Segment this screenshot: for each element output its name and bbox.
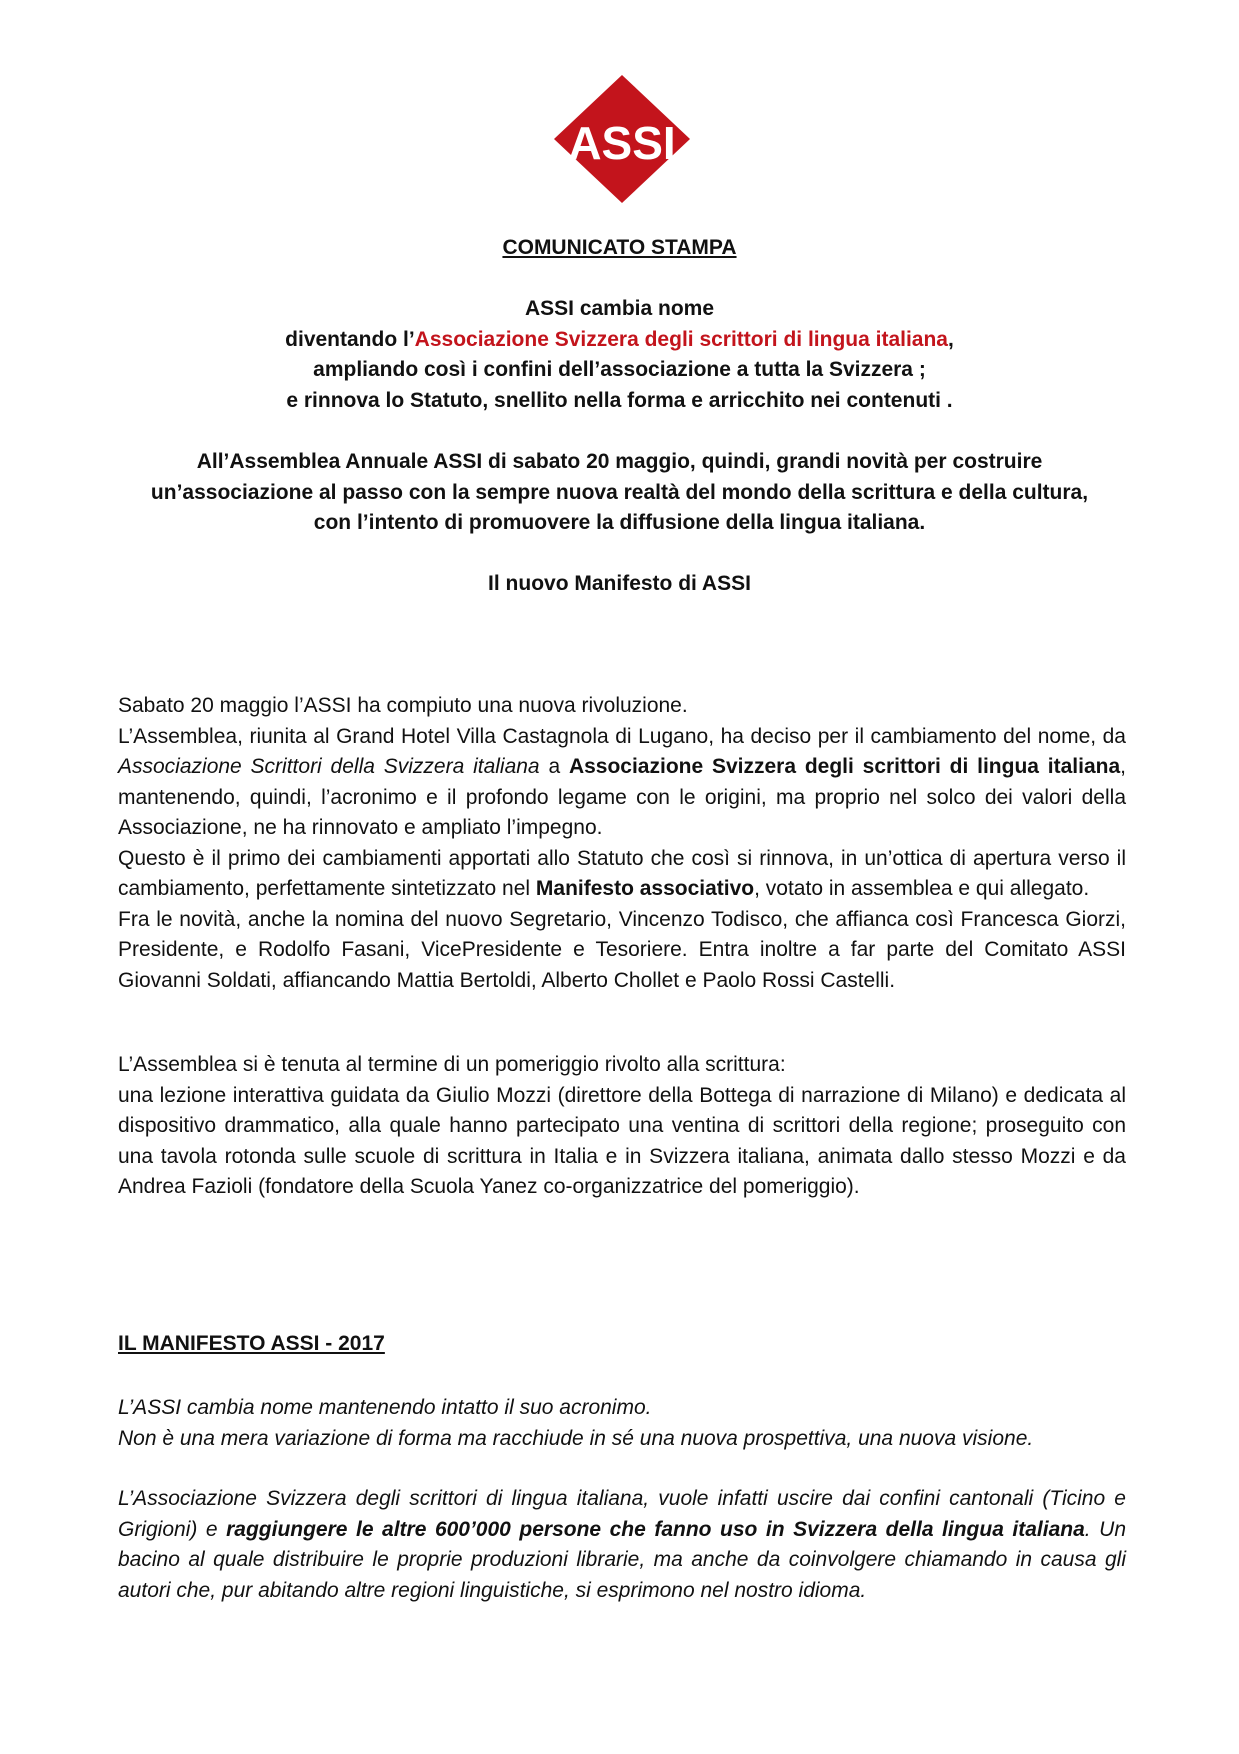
headline-line-2: diventando l’Associazione Svizzera degli scrittori di lingua italiana, — [285, 327, 954, 351]
subheadline-block — [100, 447, 1139, 539]
subheadline-line-2: un’associazione al passo con la sempre nuova realtà del mondo della scrittura e della cultura, — [150, 480, 1089, 504]
manifesto-heading: Il nuovo Manifesto di ASSI — [488, 572, 751, 595]
svg-text:ASSI: ASSI — [568, 117, 676, 169]
manifesto-intro — [118, 1393, 1126, 1454]
headline-block — [100, 294, 1139, 416]
paragraph: Non è una mera variazione di forma ma racchiude in sé una nuova prospettiva, una nuova visione. — [118, 1426, 1034, 1450]
paragraph: L’Assemblea, riunita al Grand Hotel Villa Castagnola di Lugano, ha deciso per il cambiamento del nome, da Associazione Scrittori della Svizzera italiana a Associazione Svizzera degli scrittori di lingua italiana, mantenendo, quindi, l’acronimo e il profondo legame con le origini, ma proprio nel solco dei valori della Associazione, ne ha rinnovato e ampliato l’impegno. — [118, 724, 1126, 839]
subheadline-line-1: All’Assemblea Annuale ASSI di sabato 20 maggio, quindi, grandi novità per costruire — [196, 450, 1043, 473]
body-section-1 — [118, 691, 1126, 996]
paragraph: Sabato 20 maggio l’ASSI ha compiuto una nuova rivoluzione. — [118, 694, 688, 717]
paragraph: L’Assemblea si è tenuta al termine di un pomeriggio rivolto alla scrittura: — [118, 1053, 786, 1076]
association-name-highlight: Associazione Svizzera degli scrittori di lingua italiana — [414, 327, 948, 351]
page-title: COMUNICATO STAMPA — [502, 236, 737, 259]
section-title: IL MANIFESTO ASSI - 2017 — [118, 1332, 385, 1355]
headline-line-4: e rinnova lo Statuto, snellito nella forma e arricchito nei contenuti . — [286, 388, 953, 412]
subheadline-line-3: con l’intento di promuovere la diffusione della lingua italiana. — [313, 511, 926, 534]
paragraph: L’Associazione Svizzera degli scrittori di lingua italiana, vuole infatti uscire dai confini cantonali (Ticino e Grigioni) e raggiungere le altre 600’000 persone che fanno uso in Svizzera della lingua italiana. Un bacino al quale distribuire le proprie produzioni librarie, ma anche da coinvolgere chiamando in causa gli autori che, pur abitando altre regioni linguistiche, si esprimono nel nostro idioma. — [118, 1487, 1127, 1602]
assi-logo — [552, 73, 692, 205]
headline-line-3: ampliando così i confini dell’associazione a tutta la Svizzera ; — [313, 358, 926, 381]
paragraph: una lezione interattiva guidata da Giulio Mozzi (direttore della Bottega di narrazione di Milano) e dedicata al dispositivo drammatico, alla quale hanno partecipato una ventina di scrittori della regione; proseguito con una tavola rotonda sulle scuole di scrittura in Italia e in Svizzera italiana, animata dallo stesso Mozzi e da Andrea Fazioli (fondatore della Scuola Yanez co-organizzatrice del pomeriggio). — [118, 1083, 1126, 1198]
headline-line-1: ASSI cambia nome — [524, 297, 715, 320]
paragraph: Fra le novità, anche la nomina del nuovo Segretario, Vincenzo Todisco, che affianca così Francesca Giorzi, Presidente, e Rodolfo Fasani, VicePresidente e Tesoriere. Entra inoltre a far parte del Comitato ASSI Giovanni Soldati, affiancando Mattia Bertoldi, Alberto Chollet e Paolo Rossi Castelli. — [118, 907, 1126, 992]
paragraph: Questo è il primo dei cambiamenti apportati allo Statuto che così si rinnova, in un’ottica di apertura verso il cambiamento, perfettamente sintetizzato nel Manifesto associativo, votato in assemblea e qui allegato. — [118, 846, 1126, 900]
paragraph: L’ASSI cambia nome mantenendo intatto il suo acronimo. — [118, 1396, 652, 1419]
body-section-2 — [118, 1050, 1126, 1203]
manifesto-body — [118, 1484, 1126, 1606]
